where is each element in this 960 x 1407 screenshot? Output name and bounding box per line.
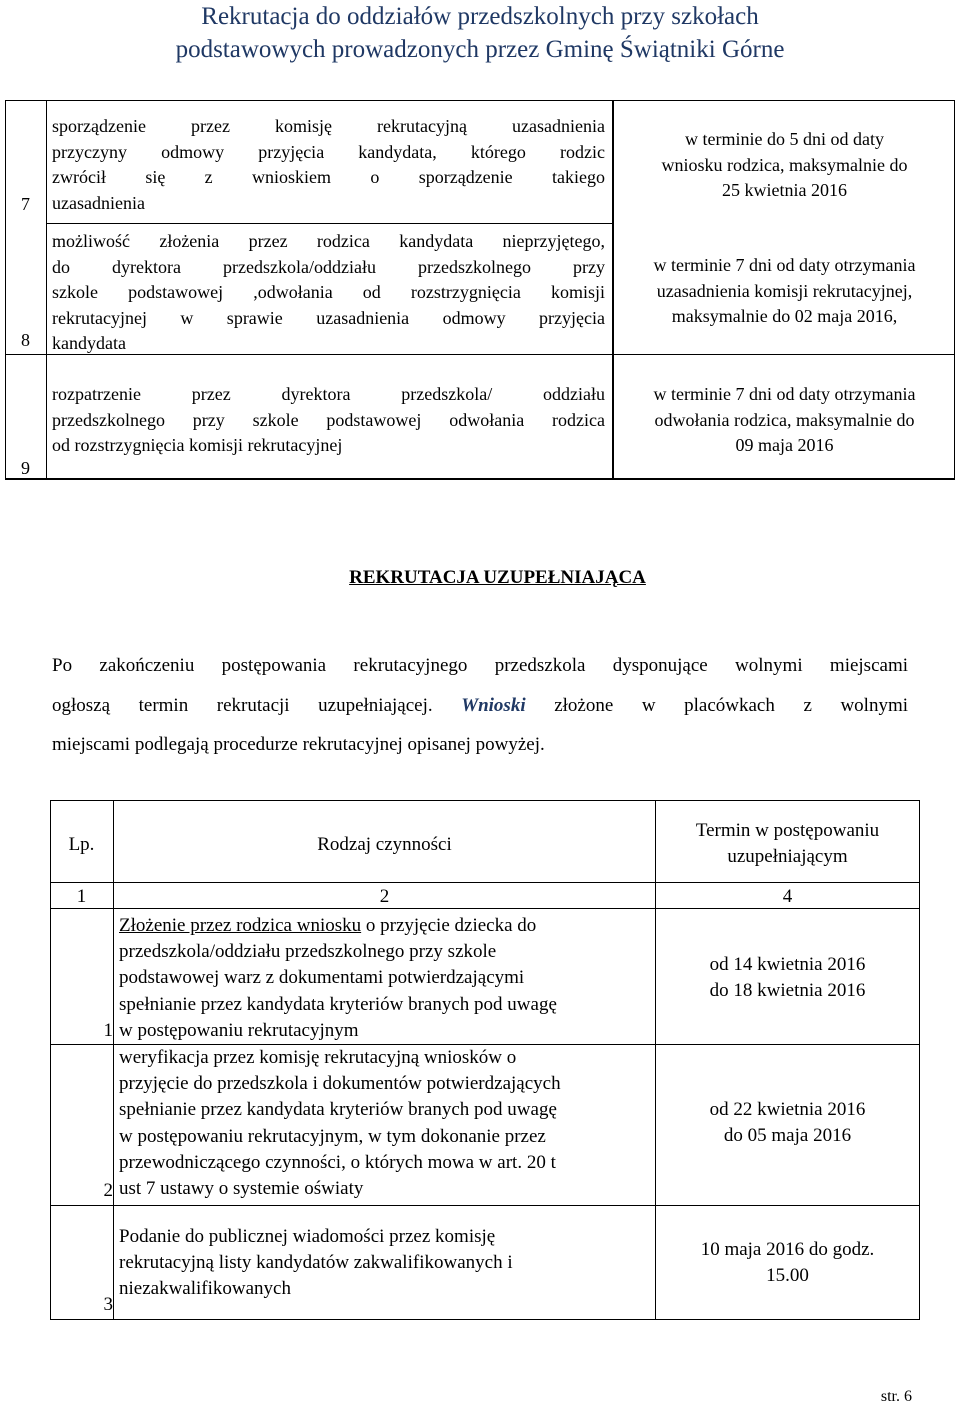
- row-action: Złożenie przez rodzica wniosku o przyjęcie dziecka do przedszkola/oddziału przedszkolnego przy szkole podstawowej warz z dokumentami potwierdzającymi spełnianie przez kandydata kryteriów branych pod uwagę w postępowaniu rekrutacyjnym: [119, 915, 557, 1041]
- row-action: sporządzenie przez komisję rekrutacyjną uzasadnienia przyczyny odmowy przyjęcia kandydata, którego rodzic zwrócił się z wnioskiem o sporządzenie takiego uzasadnienia: [52, 116, 605, 213]
- page-number: str. 6: [880, 1388, 912, 1405]
- header-lp: Lp.: [68, 834, 95, 855]
- row-term: od 22 kwietnia 2016 do 05 maja 2016: [709, 1099, 866, 1147]
- row-action: możliwość złożenia przez rodzica kandydata nieprzyjętego, do dyrektora przedszkola/oddziału przedszkolnego przy szkole podstawowej ,odwołania od rozstrzygnięcia komisji rekrutacyjnej w sprawie uzasadnienia odmowy przyjęcia kandydata: [52, 231, 605, 353]
- row-term: od 14 kwietnia 2016 do 18 kwietnia 2016: [709, 954, 866, 1002]
- header-term: Termin w postępowaniu uzupełniającym: [695, 820, 880, 868]
- row-number: 1: [103, 1020, 113, 1041]
- column-number: 2: [379, 886, 390, 907]
- column-number: 4: [782, 886, 793, 907]
- row-number: 7: [21, 194, 30, 214]
- header-line-1: Rekrutacja do oddziałów przedszkolnych przy szkołach: [201, 3, 759, 30]
- header-line-2: podstawowych prowadzonych przez Gminę Świątniki Górne: [175, 36, 785, 63]
- row-action: rozpatrzenie przez dyrektora przedszkola/ oddziału przedszkolnego przy szkole podstawowej odwołania rodzica od rozstrzygnięcia komisji rekrutacyjnej: [52, 384, 605, 455]
- paragraph-line: miejscami podlegają procedurze rekrutacyjnej opisanej powyżej.: [52, 734, 545, 755]
- row-action: weryfikacja przez komisję rekrutacyjną wniosków o przyjęcie do przedszkola i dokumentów potwierdzających spełnianie przez kandydata kryteriów branych pod uwagę w postępowaniu rekrutacyjnym, w tym dokonanie przez przewodniczącego czynności, o których mowa w art. 20 t ust 7 ustawy o systemie oświaty: [119, 1047, 561, 1200]
- row-number: 9: [21, 458, 30, 478]
- schedule-table-continued: [5, 100, 955, 480]
- row-term: w terminie do 5 dni od daty wniosku rodzica, maksymalnie do 25 kwietnia 2016: [661, 129, 908, 200]
- paragraph-line: ogłoszą termin rekrutacji uzupełniającej. Wnioski złożone w placówkach z wolnymi: [52, 694, 909, 716]
- row-term: w terminie 7 dni od daty otrzymania odwołania rodzica, maksymalnie do 09 maja 2016: [653, 384, 916, 455]
- emphasis-word: Wnioski: [461, 694, 526, 716]
- underlined-phrase: Złożenie przez rodzica wniosku: [119, 915, 362, 936]
- row-number: 2: [103, 1180, 113, 1201]
- section-paragraph: [52, 646, 908, 765]
- header-action: Rodzaj czynności: [317, 834, 452, 855]
- row-action: Podanie do publicznej wiadomości przez komisję rekrutacyjną listy kandydatów zakwalifikowanych i niezakwalifikowanych: [119, 1226, 513, 1300]
- column-number: 1: [76, 886, 87, 907]
- paragraph-line: Po zakończeniu postępowania rekrutacyjnego przedszkola dysponujące wolnymi miejscami: [52, 655, 908, 676]
- supplementary-schedule-table: [50, 800, 920, 1320]
- row-number: 8: [21, 330, 30, 350]
- row-number: 3: [103, 1294, 113, 1315]
- row-term: 10 maja 2016 do godz. 15.00: [700, 1239, 875, 1287]
- row-term: w terminie 7 dni od daty otrzymania uzasadnienia komisji rekrutacyjnej, maksymalnie do 02 maja 2016,: [653, 255, 916, 326]
- section-title: REKRUTACJA UZUPEŁNIAJĄCA: [349, 567, 646, 588]
